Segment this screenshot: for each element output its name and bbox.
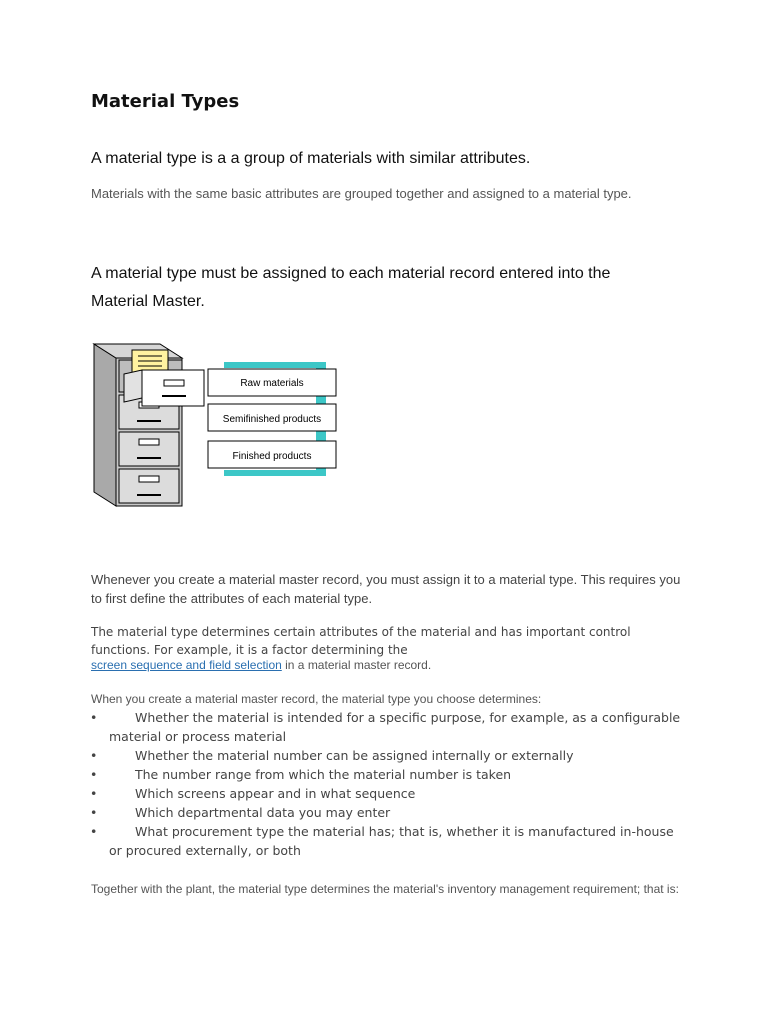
page-title: Material Types — [91, 91, 240, 112]
material-types-diagram — [90, 336, 350, 511]
link-suffix: in a material master record. — [281, 658, 432, 672]
list-item — [90, 803, 690, 822]
bullet-icon: • — [90, 824, 98, 839]
lead-sentence: A material type is a a group of materials with similar attributes. — [91, 150, 531, 167]
bullet-icon: • — [90, 710, 98, 725]
paragraph-create-record: Whenever you create a material master record, you must assign it to a material type. This requires you to first define the attributes of each material type. — [91, 572, 681, 606]
cabinet-side — [94, 344, 116, 506]
bullet-icon: • — [90, 767, 98, 782]
list-item — [90, 765, 690, 784]
determines-list — [90, 708, 690, 860]
paragraph-link-line — [91, 658, 431, 672]
list-item — [90, 708, 690, 746]
subtext: Materials with the same basic attributes are grouped together and assigned to a material type. — [91, 186, 632, 201]
cabinet-drawer — [119, 432, 179, 466]
lead-sentence-2: A material type must be assigned to each material record entered into the Material Master. — [91, 265, 611, 310]
label-raw-materials: Raw materials — [240, 378, 304, 389]
list-item — [90, 822, 690, 860]
list-item-text: The number range from which the material number is taken — [135, 767, 512, 782]
list-item-text: What procurement type the material has; that is, whether it is manufactured in-house or procured externally, or both — [109, 824, 674, 858]
list-item-text: Which departmental data you may enter — [135, 805, 391, 820]
label-finished-products: Finished products — [232, 451, 312, 462]
label-semifinished-products: Semifinished products — [222, 414, 322, 425]
list-item-text: Whether the material is intended for a specific purpose, for example, as a configurable material or process material — [109, 710, 681, 744]
bullet-icon: • — [90, 786, 98, 801]
list-item-text: Whether the material number can be assigned internally or externally — [135, 748, 574, 763]
bullet-icon: • — [90, 748, 98, 763]
list-item-text: Which screens appear and in what sequence — [135, 786, 416, 801]
accent-bar-top — [224, 362, 326, 368]
paragraph-determines: When you create a material master record, the material type you choose determines: — [91, 692, 542, 706]
bullet-icon: • — [90, 805, 98, 820]
accent-bar-bottom — [224, 470, 326, 476]
screen-sequence-link[interactable]: screen sequence and field selection — [91, 658, 282, 672]
paragraph-inventory: Together with the plant, the material type determines the material's inventory management requirement; that is: — [91, 882, 679, 896]
cabinet-drawer — [119, 469, 179, 503]
drawer-card — [142, 370, 204, 406]
paragraph-control-functions: The material type determines certain attributes of the material and has important control functions. For example, it is a factor determining the — [91, 625, 631, 657]
list-item — [90, 746, 690, 765]
list-item — [90, 784, 690, 803]
